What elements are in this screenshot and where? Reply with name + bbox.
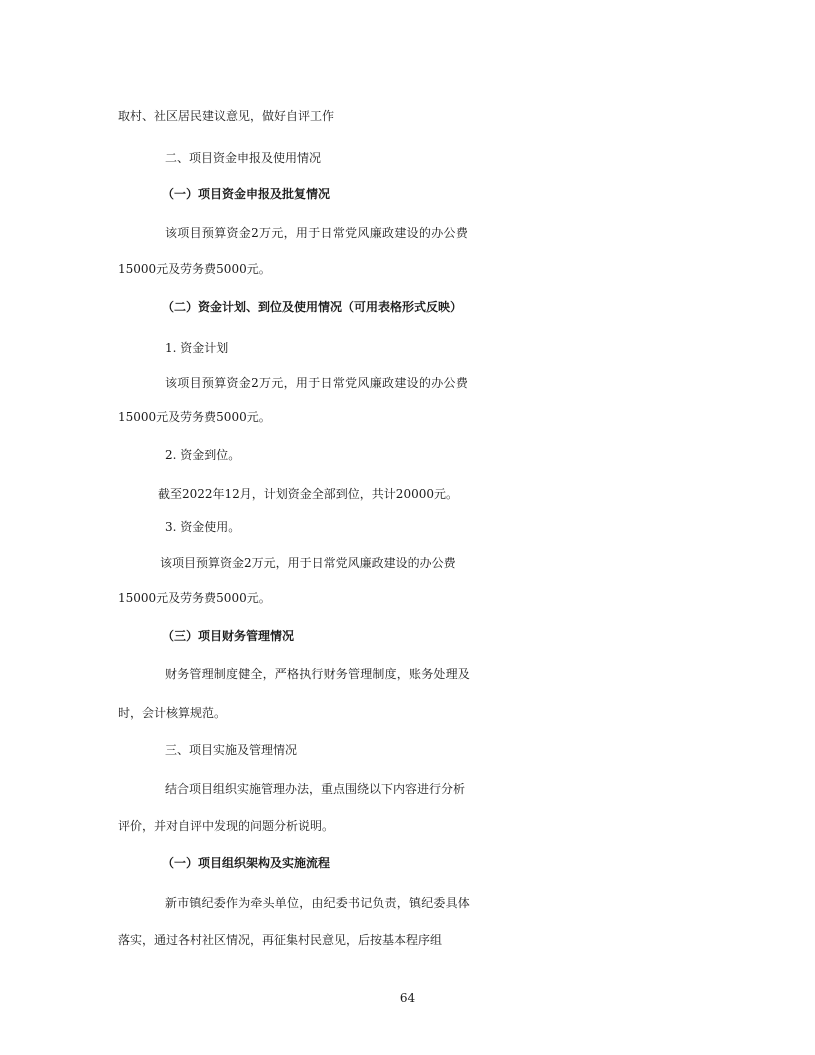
body-line: 财务管理制度健全，严格执行财务管理制度，账务处理及 [165,667,471,681]
body-line: 截至2022年12月，计划资金全部到位，共计20000元。 [158,487,458,501]
body-line: 取村、社区居民建议意见，做好自评工作 [118,109,335,123]
subsection-heading: （二）资金计划、到位及使用情况（可用表格形式反映） [162,300,463,314]
body-line: 评价，并对自评中发现的问题分析说明。 [118,819,335,833]
subsection-heading: （三）项目财务管理情况 [162,629,295,643]
body-line: 15000元及劳务费5000元。 [118,410,271,424]
body-line: 新市镇纪委作为牵头单位，由纪委书记负责，镇纪委具体 [165,896,471,910]
body-line: 15000元及劳务费5000元。 [118,591,271,605]
body-line: 15000元及劳务费5000元。 [118,262,271,276]
section-heading: 二、项目资金申报及使用情况 [165,151,322,165]
body-line: 该项目预算资金2万元，用于日常党风廉政建设的办公费 [160,556,456,570]
body-line: 3. 资金使用。 [165,520,241,534]
body-line: 2. 资金到位。 [165,448,241,462]
body-line: 该项目预算资金2万元，用于日常党风廉政建设的办公费 [165,376,469,390]
body-line: 落实，通过各村社区情况，再征集村民意见，后按基本程序组 [118,933,443,947]
page-number: 64 [399,991,416,1005]
body-line: 1. 资金计划 [165,341,229,355]
section-heading: 三、项目实施及管理情况 [165,743,298,757]
body-line: 该项目预算资金2万元，用于日常党风廉政建设的办公费 [165,226,469,240]
body-line: 结合项目组织实施管理办法，重点围绕以下内容进行分析 [165,782,466,796]
subsection-heading: （一）项目组织架构及实施流程 [162,856,331,870]
body-line: 时，会计核算规范。 [118,706,227,720]
subsection-heading: （一）项目资金申报及批复情况 [162,187,331,201]
